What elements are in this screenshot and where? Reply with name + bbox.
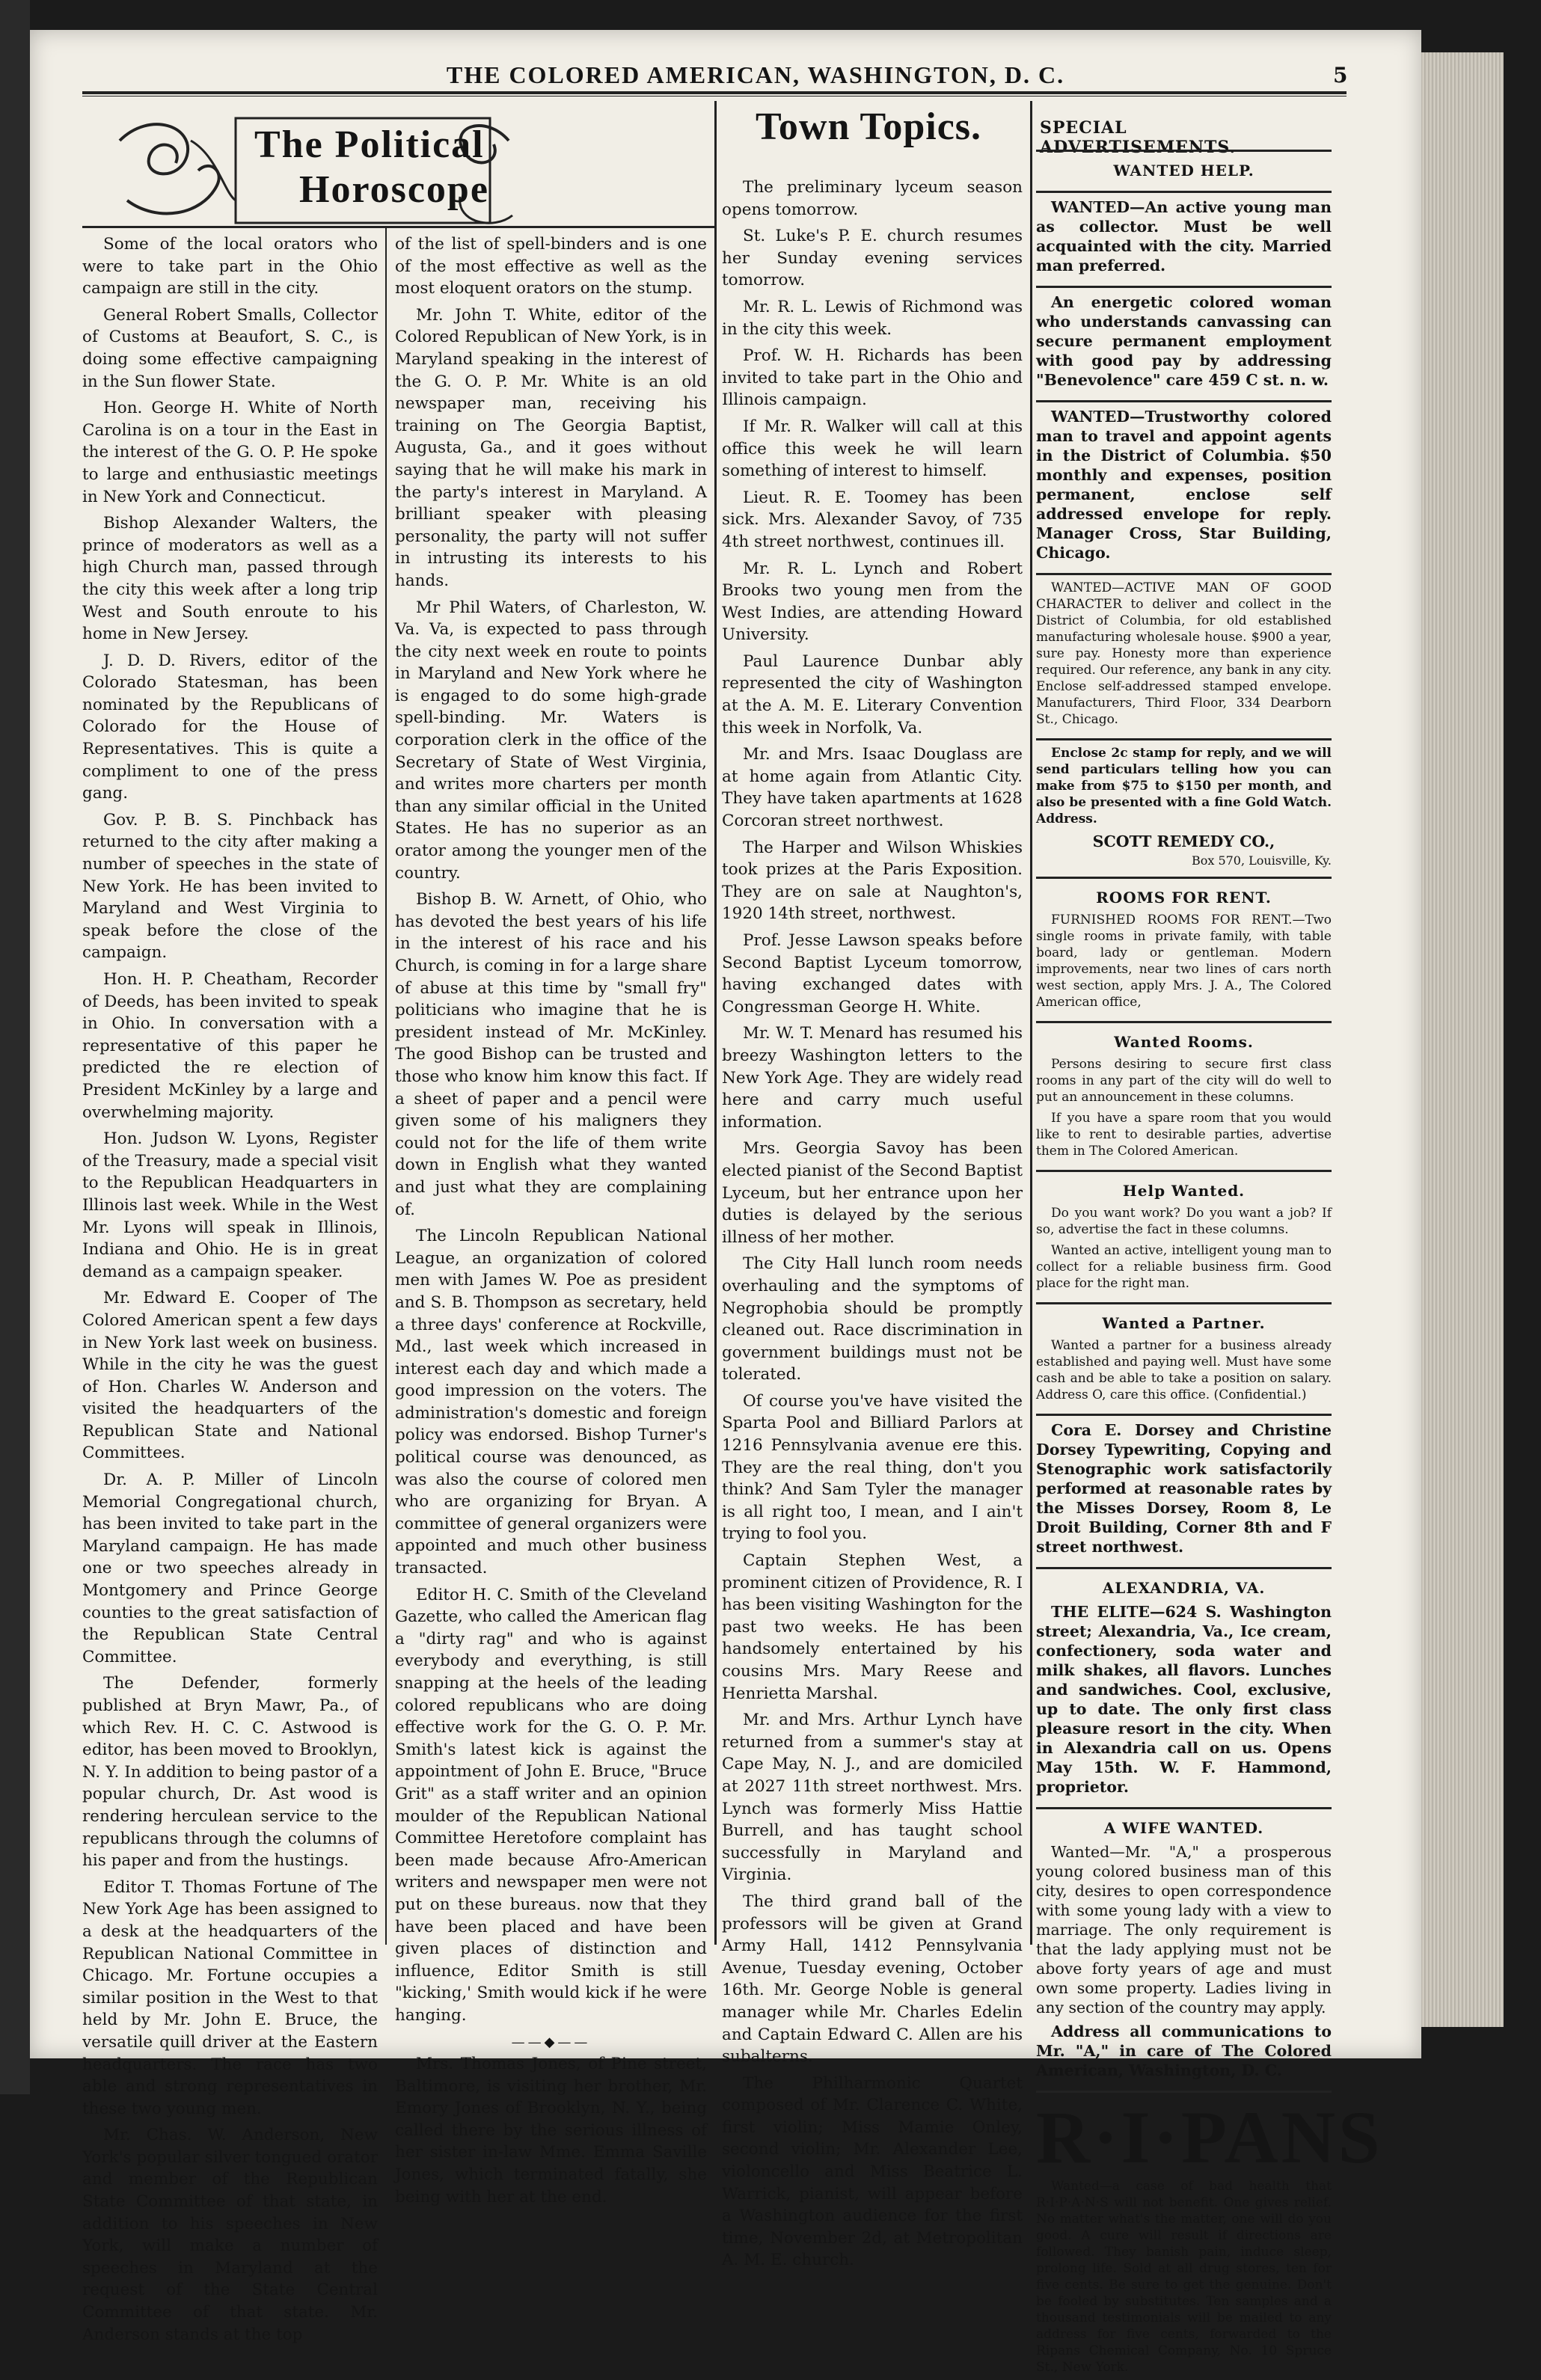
alexandria-heading: ALEXANDRIA, VA.: [1102, 1579, 1266, 1597]
special-advertisements-heading: SPECIAL ADVERTISEMENTS.: [1040, 118, 1237, 157]
col2-para: Editor H. C. Smith of the Cleveland Gazette, who called the American flag a "dirty rag" and who is against everybody and everything, is still snapping at the heels of the leading colored republicans who are doing effective work for the G. O. P. Mr. Smith's latest kick is against the appointment of John E. Bruce, "Bruce Grit" as a staff writer and an opinion moulder of the Republican National Committee Heretofore complaint has been made because Afro-American writers and newspaper men were not put on these bureaus. now that they have been placed and have been given places of distinction and influence, Editor Smith is still "kicking,' Smith would kick if he were hanging.: [395, 1585, 707, 2025]
col3-para: Mrs. Georgia Savoy has been elected pianist of the Second Baptist Lyceum, but her entrance upon her duties is delayed by the serious illness of her mother.: [722, 1139, 1023, 1247]
col1-para: Editor T. Thomas Fortune of The New York Age has been assigned to a desk at the headquarters of the Republican National Committee in Chicago. Mr. Fortune occupies a similar position in the West to that held by Mr. John E. Bruce, the versatile quill driver at the Eastern headquarters. The race has two able and strong representatives in these two young men.: [82, 1877, 378, 2118]
scott-ad-address: Box 570, Louisville, Ky.: [1191, 853, 1332, 868]
col1-para: The Defender, formerly published at Bryn Mawr, Pa., of which Rev. H. C. C. Astwood is editor, has been moved to Brooklyn, N. Y. In addition to being pastor of a popular church, Dr. Ast wood is rendering herculean service to the republicans through the columns of his paper and from the hustings.: [82, 1674, 378, 1871]
col3-para: Mr. R. L. Lewis of Richmond was in the city this week.: [722, 297, 1023, 339]
help-wanted-heading: Help Wanted.: [1122, 1182, 1246, 1200]
town-topics-heading: Town Topics.: [756, 105, 982, 148]
column-rule-2: [714, 101, 717, 1945]
col3-para: Of course you've have visited the Sparta Pool and Billiard Parlors at 1216 Pennsylvania avenue ere this. They are the real thing, don't you think? And Sam Tyler the manager is all right too, I mean, and I ain't trying to fool you.: [722, 1391, 1023, 1544]
rooms-for-rent-text: FURNISHED ROOMS FOR RENT.—Two single rooms in private family, with table board, lady or gentleman. Modern improvements, near two lines of cars north west section, apply Mrs. J. A., The Colored American office,: [1036, 913, 1332, 1010]
col3-para: The City Hall lunch room needs overhauling and the symptoms of Negrophobia should be promptly cleaned out. Race discrimination in government buildings must not be tolerated.: [722, 1254, 1023, 1384]
column-rule-3: [1030, 101, 1032, 1945]
advertisements-column: [1036, 150, 1383, 2380]
col1-para: Mr. Edward E. Cooper of The Colored American spent a few days in New York last week on business. While in the city he was the guest of Hon. Charles W. Anderson and visited the headquarters of the Republican State and National Committees.: [82, 1289, 378, 1463]
wanted-ad-travel: WANTED—Trustworthy colored man to travel and appoint agents in the District of Columbia. $50 monthly and expenses, position permanent, enclose self addressed envelope for reply. Manager Cross, Star Building, Chicago.: [1036, 408, 1332, 562]
wife-wanted-address: Address all communications to Mr. "A," in care of The Colored American, Washington, D. C.: [1036, 2022, 1332, 2079]
col3-para: The third grand ball of the professors will be given at Grand Army Hall, 1412 Pennsylvania Avenue, Tuesday evening, October 16th. Mr. George Noble is general manager while Mr. Charles Edelin and Captain Edward C. Allen are his subalterns.: [722, 1892, 1023, 2067]
col3-para: Prof. W. H. Richards has been invited to take part in the Ohio and Illinois campaign.: [722, 346, 1023, 410]
ornamental-divider: ——◆——: [511, 2034, 591, 2050]
col1-para: Some of the local orators who were to take part in the Ohio campaign are still in the city.: [82, 235, 378, 298]
scan-left-gutter: [0, 0, 30, 2094]
col3-para: If Mr. R. Walker will call at this office this week he will learn something of interest to himself.: [722, 417, 1023, 481]
scott-ad-text: Enclose 2c stamp for reply, and we will send particulars telling how you can make from $75 to $150 per month, and also be presented with a fine Gold Watch. Address.: [1036, 746, 1332, 826]
column-rule-1: [385, 228, 387, 1945]
col1-para: Gov. P. B. S. Pinchback has returned to the city after making a number of speeches in the state of New York. He has been invited to Maryland and West Virginia to speak before the close of the campaign.: [82, 810, 378, 963]
col3-para: Lieut. R. E. Toomey has been sick. Mrs. Alexander Savoy, of 735 4th street northwest, continues ill.: [722, 488, 1023, 551]
wanted-partner-heading: Wanted a Partner.: [1102, 1314, 1266, 1332]
col3-para: Captain Stephen West, a prominent citizen of Providence, R. I has been visiting Washington for the past two weeks. He has been handsomely entertained by his cousins Mrs. Mary Reese and Henrietta Marshal.: [722, 1551, 1023, 1703]
wife-wanted-heading: A WIFE WANTED.: [1103, 1819, 1264, 1837]
wife-wanted-text: Wanted—Mr. "A," a prosperous young colored business man of this city, desires to open correspondence with some young lady with a view to marriage. The only requirement is that the lady applying must not be above forty years of age and must own some property. Ladies living in any section of the country may apply.: [1036, 1843, 1332, 2016]
wanted-rooms-heading: Wanted Rooms.: [1114, 1033, 1254, 1051]
wanted-ad-woman: An energetic colored woman who understands canvassing can secure permanent employment with good pay by addressing "Benevolence" care 459 C st. n. w.: [1036, 293, 1332, 389]
col3-para: St. Luke's P. E. church resumes her Sunday evening services tomorrow.: [722, 227, 1023, 290]
col2-para: Mrs. Thomas Jones, of Pine street, Baltimore, is visiting her brother, Mr. Emory Jones of Brooklyn, N. Y., being called there by the serious illness of her sister in-law Mme. Emma Saville Jones, which terminated fatally, she being with her at the end.: [395, 2055, 707, 2206]
col1-para: Bishop Alexander Walters, the prince of moderators as well as a high Church man, passed through the city this week after a long trip West and South enroute to his home in New Jersey.: [82, 514, 378, 644]
col1-para: Mr. Chas. W. Anderson, New York's popular silver tongued orator and member of the Republican State Committee of that state, in addition to his speeches in New York, will make a number of speeches in Maryland at the request of the State Central Committee of that state. Mr. Anderson stands at the top: [82, 2126, 378, 2344]
col3-para: Mr. and Mrs. Isaac Douglass are at home again from Atlantic City. They have taken apartments at 1628 Corcoran street northwest.: [722, 745, 1023, 831]
wanted-partner-text: Wanted a partner for a business already established and paying well. Must have some cash and be able to take a position on salary. Address O, care this office. (Confidential.): [1036, 1338, 1332, 1402]
masthead: THE COLORED AMERICAN, WASHINGTON, D. C.: [446, 61, 1065, 88]
political-horoscope-heading: [105, 111, 531, 238]
heading-line-2: Horoscope: [299, 168, 489, 211]
wanted-help-heading: WANTED HELP.: [1113, 162, 1254, 180]
ripans-ad-text: Wanted—a case of bad health that R·I·P·A·N·S will not benefit. One gives relief. No matter what's the matter, one will do you good. A cure will result if directions are followed. They banish pain, induce sleep, prolong life. Sold at all drug stores, ten for five cents. Be sure to get the genuine. Don't be fooled by substitutes. Ten samples and a thousand testimonials will be mailed to any address for five cents, forwarded to the Ripans Chemical Company, No. 10 Spruce St., New York.: [1036, 2179, 1332, 2375]
col2-para: Mr. John T. White, editor of the Colored Republican of New York, is in Maryland speaking in the interest of the G. O. P. Mr. White is an old newspaper man, receiving his training on The Georgia Baptist, Augusta, Ga., and it goes without saying that he will make his mark in the party's interest in Maryland. A brilliant speaker with pleasing personality, the party will not suffer in intrusting its interests to his hands.: [395, 305, 707, 590]
scott-ad-name: SCOTT REMEDY CO.,: [1092, 832, 1275, 850]
col3-para: Mr. W. T. Menard has resumed his breezy Washington letters to the New York Age. They are widely read here and carry much useful information.: [722, 1024, 1023, 1132]
col3-para: The preliminary lyceum season opens tomorrow.: [722, 178, 1023, 219]
wanted-rooms-text-1: Persons desiring to secure first class rooms in any part of the city will do well to put an announcement in these columns.: [1036, 1057, 1332, 1105]
wanted-ad-active-man: WANTED—ACTIVE MAN OF GOOD CHARACTER to deliver and collect in the District of Columbia, for old established manufacturing wholesale house. $900 a year, sure pay. Honesty more than experience required. Our reference, any bank in any city. Enclose self-addressed stamped envelope. Manufacturers, Third Floor, 334 Dearborn St., Chicago.: [1036, 580, 1332, 727]
wanted-rooms-text-2: If you have a spare room that you would like to rent to desirable parties, advertise them in The Colored American.: [1036, 1111, 1332, 1159]
col3-para: Mr. R. L. Lynch and Robert Brooks two young men from the West Indies, are attending Howard University.: [722, 559, 1023, 645]
ripans-logo: R·I·PANS: [1036, 2096, 1383, 2179]
col1-para: Hon. H. P. Cheatham, Recorder of Deeds, has been invited to speak in Ohio. In conversation with a representative of this paper he predicted the re election of President McKinley by a large and overwhelming majority.: [82, 970, 378, 1122]
col1-para: Dr. A. P. Miller of Lincoln Memorial Congregational church, has been invited to take part in the Maryland campaign. He has made one or two speeches already in Montgomery and Prince George counties to the great satisfaction of the Republican State Central Committee.: [82, 1470, 378, 1666]
col3-para: Mr. and Mrs. Arthur Lynch have returned from a summer's stay at Cape May, N. J., and are domiciled at 2027 11th street northwest. Mrs. Lynch was formerly Miss Hattie Burrell, and has taught school successfully in Maryland and Virginia.: [722, 1711, 1023, 1885]
col3-para: Prof. Jesse Lawson speaks before Second Baptist Lyceum tomorrow, having exchanged dates with Congressman George H. White.: [722, 931, 1023, 1016]
help-wanted-text-2: Wanted an active, intelligent young man to collect for a reliable business firm. Good place for the right man.: [1036, 1243, 1332, 1291]
col2-para: of the list of spell-binders and is one of the most effective as well as the most eloquent orators on the stump.: [395, 235, 707, 298]
col3-para: Paul Laurence Dunbar ably represented the city of Washington at the A. M. E. Literary Convention this week in Norfolk, Va.: [722, 651, 1023, 737]
col1-para: Hon. George H. White of North Carolina is on a tour in the East in the interest of the G. O. P. He spoke to large and enthusiastic meetings in New York and Connecticut.: [82, 399, 378, 506]
col3-para: The Philharmonic Quartet composed of Mr. Clarence C. White, first violin; Miss Mamie Onley, second violin; Mr. Alexander Lee, violoncello and Miss Beatrice L. Warrick, pianist, will appear before a Washington audience for the first time, November 2d, at Metropolitan A. M. E. church.: [722, 2073, 1023, 2270]
dorsey-typewriting-ad: Cora E. Dorsey and Christine Dorsey Typewriting, Copying and Stenographic work satisfactorily performed at reasonable rates by the Misses Dorsey, Room 8, Le Droit Building, Corner 8th and F street northwest.: [1036, 1421, 1332, 1556]
col3-para: The Harper and Wilson Whiskies took prizes at the Paris Exposition. They are on sale at Naughton's, 1920 14th street, northwest.: [722, 838, 1023, 924]
col1-para: J. D. D. Rivers, editor of the Colorado Statesman, has been nominated by the Republicans of Colorado for the House of Representatives. This is quite a compliment to one of the press gang.: [82, 651, 378, 803]
col1-para: Hon. Judson W. Lyons, Register of the Treasury, made a special visit to the Republican Headquarters in Illinois last week. While in the West Mr. Lyons will speak in Illinois, Indiana and Ohio. He is in great demand as a campaign speaker.: [82, 1129, 378, 1281]
page-number: 5: [1333, 63, 1348, 88]
col1-para: General Robert Smalls, Collector of Customs at Beaufort, S. C., is doing some effective campaigning in the Sun flower State.: [82, 305, 378, 391]
col2-para: The Lincoln Republican National League, an organization of colored men with James W. Poe as president and S. B. Thompson as secretary, held a three days' conference at Rockville, Md., last week which increased in interest each day and which made a good impression on the voters. The administration's domestic and foreign policy was endorsed. Bishop Turner's political course was denounced, as was also the course of colored men who are organizing for Bryan. A committee of general organizers were appointed and much other business transacted.: [395, 1227, 707, 1578]
top-rule: [82, 91, 1347, 94]
book-page-edges: [1421, 52, 1504, 2027]
column-1: [82, 233, 378, 2350]
elite-ad: THE ELITE—624 S. Washington street; Alexandria, Va., Ice cream, confectionery, soda water and milk shakes, all flavors. Lunches and sandwiches. Cool, exclusive, up to date. The only first class pleasure resort in the city. When in Alexandria call on us. Opens May 15th. W. F. Hammond, proprietor.: [1036, 1603, 1332, 1796]
col2-para: Bishop B. W. Arnett, of Ohio, who has devoted the best years of his life in the interest of his race and his Church, is coming in for a large share of abuse at this time by "small fry" politicians who imagine that he is president instead of Mr. McKinley. The good Bishop can be trusted and those who know him know this fact. If a sheet of paper and a pencil were given some of his maligners they could not for the life of them write down in English what they wanted and just what they are complaining of.: [395, 890, 707, 1219]
col2-para: Mr Phil Waters, of Charleston, W. Va. Va, is expected to pass through the city next week en route to points in Maryland and New York where he is engaged to do some high-grade spell-binding. Mr. Waters is corporation clerk in the office of the Secretary of State of West Virginia, and writes more charters per month than any similar official in the United States. He has no superior as an orator among the younger men of the country.: [395, 598, 707, 883]
help-wanted-text-1: Do you want work? Do you want a job? If so, advertise the fact in these columns.: [1036, 1206, 1332, 1237]
rooms-for-rent-heading: ROOMS FOR RENT.: [1096, 889, 1272, 907]
column-2: [395, 233, 707, 2212]
heading-line-1: The Political: [254, 123, 485, 166]
column-3: [722, 177, 1023, 2276]
wanted-ad-collector: WANTED—An active young man as collector. Must be well acquainted with the city. Married man preferred.: [1036, 198, 1332, 275]
